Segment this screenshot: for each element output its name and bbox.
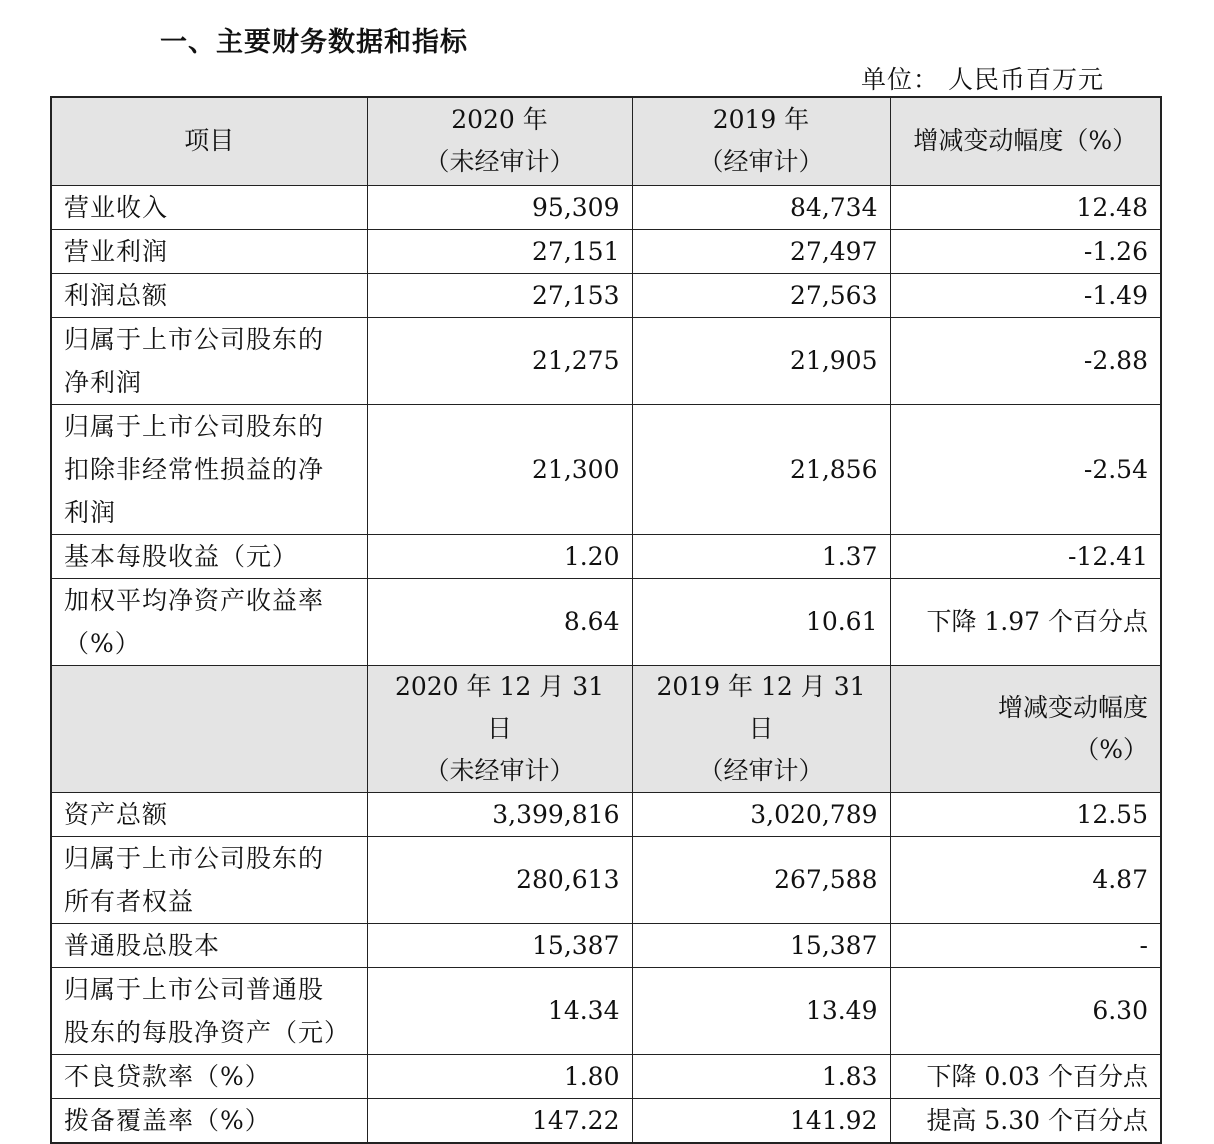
header2-2020-line-2: （未经审计） (424, 755, 575, 785)
row-label-line: 归属于上市公司股东的 (64, 411, 325, 441)
value-2019: 15,387 (632, 923, 890, 967)
row-label (51, 229, 367, 273)
table-row (51, 317, 1161, 404)
header-2020 (367, 97, 632, 185)
value-2019: 1.37 (632, 534, 890, 578)
table-row (51, 1098, 1161, 1143)
table-header-row (51, 97, 1161, 185)
value-change: 6.30 (890, 967, 1161, 1054)
value-change: -2.54 (890, 404, 1161, 534)
table-row (51, 967, 1161, 1054)
table-row (51, 185, 1161, 229)
row-label-line: 加权平均净资产收益率 (64, 585, 325, 615)
row-label-line: 所有者权益 (64, 886, 195, 916)
row-label-line: 扣除非经常性损益的净 (64, 454, 325, 484)
row-label (51, 317, 367, 404)
header-2020-year: 2020 年 (451, 105, 548, 135)
value-change: 12.48 (890, 185, 1161, 229)
value-2019: 1.83 (632, 1054, 890, 1098)
value-2020: 3,399,816 (367, 792, 632, 836)
value-change: 提高 5.30 个百分点 (890, 1098, 1161, 1143)
row-label-line: 拨备覆盖率（%） (64, 1105, 271, 1135)
row-label-line: 营业收入 (64, 192, 169, 222)
value-2019: 3,020,789 (632, 792, 890, 836)
header-item: 项目 (51, 97, 367, 185)
value-change: 下降 1.97 个百分点 (890, 578, 1161, 665)
value-2020: 1.20 (367, 534, 632, 578)
header-2019-audit: （经审计） (698, 147, 824, 177)
financial-table (50, 96, 1162, 1144)
table-row (51, 923, 1161, 967)
table-row (51, 792, 1161, 836)
row-label (51, 185, 367, 229)
row-label-line: （%） (64, 628, 141, 658)
header2-item (51, 665, 367, 792)
value-2019: 27,497 (632, 229, 890, 273)
value-change: 4.87 (890, 836, 1161, 923)
value-change: -2.88 (890, 317, 1161, 404)
unit-note: 单位： 人民币百万元 (861, 65, 1104, 94)
row-label-line: 归属于上市公司股东的 (64, 324, 325, 354)
value-change: -1.26 (890, 229, 1161, 273)
value-2019: 13.49 (632, 967, 890, 1054)
row-label-line: 资产总额 (64, 799, 169, 829)
row-label-line: 营业利润 (64, 236, 169, 266)
value-2019: 27,563 (632, 273, 890, 317)
row-label-line: 归属于上市公司普通股 (64, 974, 325, 1004)
row-label (51, 578, 367, 665)
table-row (51, 534, 1161, 578)
header2-2019 (632, 665, 890, 792)
row-label-line: 利润总额 (64, 280, 169, 310)
value-2020: 14.34 (367, 967, 632, 1054)
row-label-line: 股东的每股净资产（元） (64, 1017, 351, 1047)
section-title: 一、主要财务数据和指标 (160, 27, 468, 58)
table-row (51, 836, 1161, 923)
value-2019: 84,734 (632, 185, 890, 229)
value-change: 12.55 (890, 792, 1161, 836)
header2-change (890, 665, 1161, 792)
row-label (51, 534, 367, 578)
row-label (51, 1098, 367, 1143)
row-label-line: 净利润 (64, 367, 143, 397)
value-change: - (890, 923, 1161, 967)
value-2020: 27,153 (367, 273, 632, 317)
row-label-line: 不良贷款率（%） (64, 1061, 271, 1091)
value-2020: 1.80 (367, 1054, 632, 1098)
header2-2020 (367, 665, 632, 792)
header2-change-line-1: 增减变动幅度 (997, 692, 1148, 722)
value-2020: 27,151 (367, 229, 632, 273)
table-row (51, 229, 1161, 273)
row-label (51, 1054, 367, 1098)
value-change: 下降 0.03 个百分点 (890, 1054, 1161, 1098)
value-2020: 21,300 (367, 404, 632, 534)
header2-change-line-2: （%） (1074, 734, 1148, 764)
value-2020: 21,275 (367, 317, 632, 404)
row-label-line: 普通股总股本 (64, 930, 221, 960)
value-2019: 141.92 (632, 1098, 890, 1143)
row-label (51, 923, 367, 967)
value-2020: 147.22 (367, 1098, 632, 1143)
table-header-row-2 (51, 665, 1161, 792)
table-row (51, 273, 1161, 317)
value-2019: 21,856 (632, 404, 890, 534)
value-2019: 10.61 (632, 578, 890, 665)
value-2020: 8.64 (367, 578, 632, 665)
row-label-line: 利润 (64, 497, 117, 527)
row-label (51, 273, 367, 317)
value-2020: 15,387 (367, 923, 632, 967)
value-2020: 95,309 (367, 185, 632, 229)
row-label (51, 792, 367, 836)
header-2019 (632, 97, 890, 185)
header-2019-year: 2019 年 (712, 105, 810, 135)
value-change: -12.41 (890, 534, 1161, 578)
row-label-line: 归属于上市公司股东的 (64, 843, 325, 873)
header2-2020-line-1: 2020 年 12 月 31 日 (394, 671, 605, 743)
table-row (51, 1054, 1161, 1098)
table-row (51, 404, 1161, 534)
header2-2019-line-2: （经审计） (698, 755, 824, 785)
value-2019: 267,588 (632, 836, 890, 923)
value-2020: 280,613 (367, 836, 632, 923)
header-2020-audit: （未经审计） (424, 147, 575, 177)
row-label (51, 404, 367, 534)
value-2019: 21,905 (632, 317, 890, 404)
value-change: -1.49 (890, 273, 1161, 317)
header-change: 增减变动幅度（%） (890, 97, 1161, 185)
row-label-line: 基本每股收益（元） (64, 541, 299, 571)
table-row (51, 578, 1161, 665)
row-label (51, 967, 367, 1054)
header2-2019-line-1: 2019 年 12 月 31 日 (656, 671, 866, 743)
row-label (51, 836, 367, 923)
